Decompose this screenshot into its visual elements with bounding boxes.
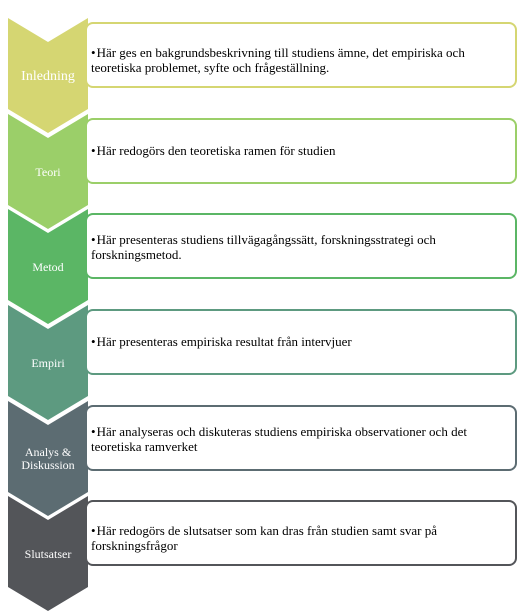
description-content: Här presenteras empiriska resultat från intervjuer — [96, 334, 352, 349]
bullet-icon: • — [91, 424, 96, 439]
step-label: Metod — [32, 259, 64, 274]
bullet-icon: • — [91, 523, 96, 538]
step-label: Teori — [35, 164, 61, 179]
description-text — [91, 523, 509, 553]
bullet-icon: • — [91, 232, 96, 247]
description-box — [85, 309, 517, 375]
step-label: Slutsatser — [24, 546, 72, 561]
step-label: Inledning — [21, 68, 75, 84]
description-content: Här analyseras och diskuteras studiens empiriska observationer och det teoretiska ramverket — [91, 424, 467, 454]
step-label: Analys & Diskussion — [21, 445, 75, 472]
description-text — [91, 424, 509, 454]
bullet-icon: • — [91, 334, 96, 349]
description-content: Här redogörs de slutsatser som kan dras från studien samt svar på forskningsfrågor — [91, 523, 437, 553]
description-box — [85, 500, 517, 566]
description-content: Här presenteras studiens tillvägagångssätt, forskningsstrategi och forskningsmetod. — [91, 232, 436, 262]
bullet-icon: • — [91, 143, 96, 158]
description-content: Här ges en bakgrundsbeskrivning till studiens ämne, det empiriska och teoretiska problemet, syfte och frågeställning. — [91, 45, 465, 75]
description-box — [85, 118, 517, 184]
description-text — [91, 143, 509, 158]
description-text — [91, 334, 509, 349]
description-text — [91, 45, 509, 75]
step-label: Empiri — [31, 355, 65, 370]
description-text — [91, 232, 509, 262]
description-box — [85, 405, 517, 471]
description-content: Här redogörs den teoretiska ramen för studien — [96, 143, 336, 158]
description-box — [85, 213, 517, 279]
bullet-icon: • — [91, 45, 96, 60]
step-slutsatser — [0, 496, 527, 611]
description-box — [85, 22, 517, 88]
